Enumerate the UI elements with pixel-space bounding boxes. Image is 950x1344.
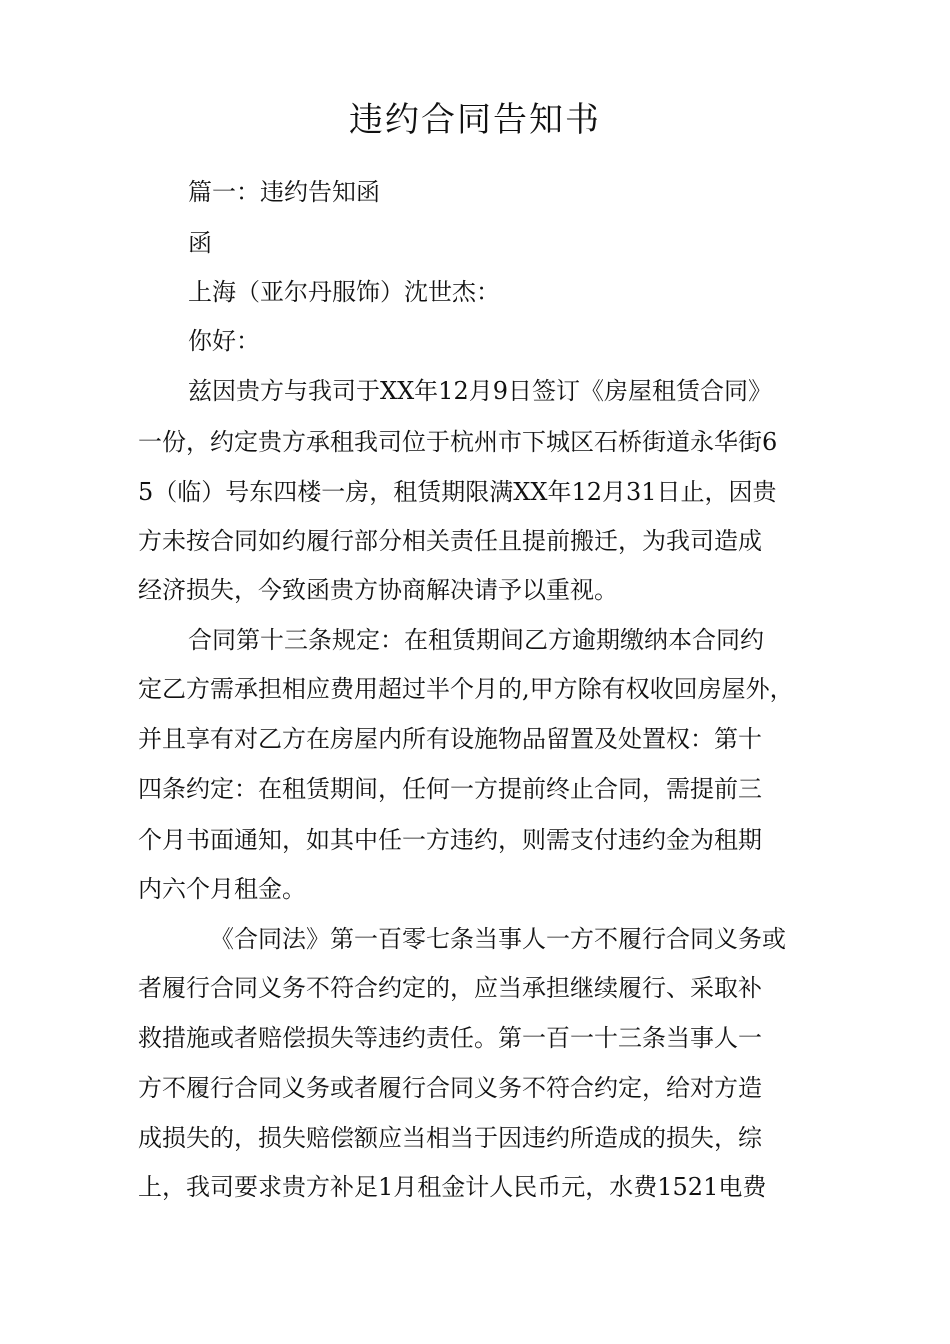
letter-label: 函 — [188, 229, 212, 257]
paragraph-line: 个月书面通知，如其中任一方违约，则需支付违约金为租期 — [138, 826, 762, 854]
paragraph-line: 5（临）号东四楼一房，租赁期限满XX年12月31日止，因贵 — [138, 478, 777, 506]
greeting-line: 你好： — [188, 327, 260, 355]
paragraph-line: 定乙方需承担相应费用超过半个月的,甲方除有权收回房屋外， — [138, 675, 794, 703]
paragraph-line: 四条约定：在租赁期间，任何一方提前终止合同，需提前三 — [138, 775, 762, 803]
document-title: 违约合同告知书 — [349, 100, 601, 140]
paragraph-line: 并且享有对乙方在房屋内所有设施物品留置及处置权：第十 — [138, 725, 762, 753]
paragraph-line: 《合同法》第一百零七条当事人一方不履行合同义务或 — [210, 925, 786, 953]
paragraph-line: 经济损失，今致函贵方协商解决请予以重视。 — [138, 576, 618, 604]
paragraph-line: 成损失的，损失赔偿额应当相当于因违约所造成的损失，综 — [138, 1124, 762, 1152]
paragraph-line: 一份，约定贵方承租我司位于杭州市下城区石桥街道永华街6 — [138, 428, 778, 456]
paragraph-line: 者履行合同义务不符合约定的，应当承担继续履行、采取补 — [138, 974, 762, 1002]
paragraph-line: 救措施或者赔偿损失等违约责任。第一百一十三条当事人一 — [138, 1024, 762, 1052]
paragraph-line: 方不履行合同义务或者履行合同义务不符合约定，给对方造 — [138, 1074, 762, 1102]
paragraph-line: 上，我司要求贵方补足1月租金计人民币元，水费1521电费 — [138, 1173, 767, 1201]
paragraph-line: 方未按合同如约履行部分相关责任且提前搬迁，为我司造成 — [138, 527, 762, 555]
recipient-line: 上海（亚尔丹服饰）沈世杰： — [188, 278, 500, 306]
section-heading: 篇一：违约告知函 — [188, 178, 380, 206]
paragraph-line: 兹因贵方与我司于XX年12月9日签订《房屋租赁合同》 — [188, 377, 772, 405]
paragraph-line: 合同第十三条规定：在租赁期间乙方逾期缴纳本合同约 — [188, 626, 764, 654]
paragraph-line: 内六个月租金。 — [138, 875, 306, 903]
